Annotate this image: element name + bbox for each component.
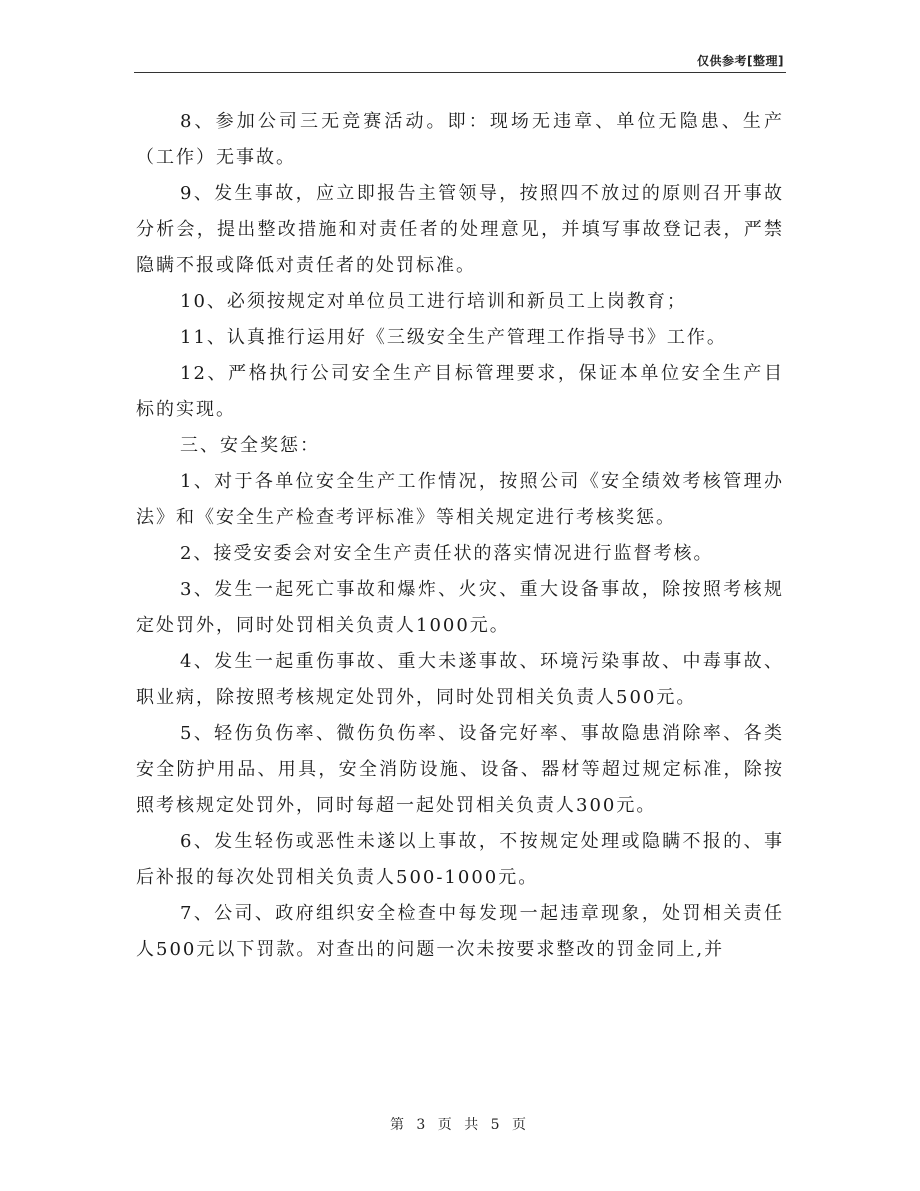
paragraph-reward-6: 6、发生轻伤或恶性未遂以上事故，不按规定处理或隐瞒不报的、事后补报的每次处罚相关负责人500-1000元。 [136,831,784,888]
page-footer: 第 3 页 共 5 页 [389,1117,531,1133]
paragraph-reward-2: 2、接受安委会对安全生产责任状的落实情况进行监督考核。 [180,543,714,564]
paragraph-reward-4: 4、发生一起重伤事故、重大未遂事故、环境污染事故、中毒事故、职业病，除按照考核规定处罚外，同时处罚相关负责人500元。 [136,651,784,708]
header-divider [134,72,786,73]
paragraph-item-12: 12、严格执行公司安全生产目标管理要求，保证本单位安全生产目标的实现。 [136,363,784,420]
paragraph-item-10: 10、必须按规定对单位员工进行培训和新员工上岗教育； [180,291,687,312]
paragraph-reward-1: 1、对于各单位安全生产工作情况，按照公司《安全绩效考核管理办法》和《安全生产检查考评标准》等相关规定进行考核奖惩。 [136,471,784,528]
document-body [136,104,784,968]
paragraph-reward-7: 7、公司、政府组织安全检查中每发现一起违章现象，处罚相关责任人500元以下罚款。对查出的问题一次未按要求整改的罚金同上,并 [136,903,784,960]
paragraph-item-11: 11、认真推行运用好《三级安全生产管理工作指导书》工作。 [180,327,727,348]
paragraph-reward-5: 5、轻伤负伤率、微伤负伤率、设备完好率、事故隐患消除率、各类安全防护用品、用具，安全消防设施、设备、器材等超过规定标准，除按照考核规定处罚外，同时每超一起处罚相关负责人300元。 [136,723,784,816]
paragraph-item-8: 8、参加公司三无竞赛活动。即：现场无违章、单位无隐患、生产（工作）无事故。 [136,111,784,168]
paragraph-item-9: 9、发生事故，应立即报告主管领导，按照四不放过的原则召开事故分析会，提出整改措施和对责任者的处理意见，并填写事故登记表，严禁隐瞒不报或降低对责任者的处罚标准。 [136,183,784,276]
paragraph-reward-3: 3、发生一起死亡事故和爆炸、火灾、重大设备事故，除按照考核规定处罚外，同时处罚相关负责人1000元。 [136,579,784,636]
header-label: 仅供参考[整理] [697,54,784,68]
section-heading-rewards: 三、安全奖惩： [180,435,320,456]
